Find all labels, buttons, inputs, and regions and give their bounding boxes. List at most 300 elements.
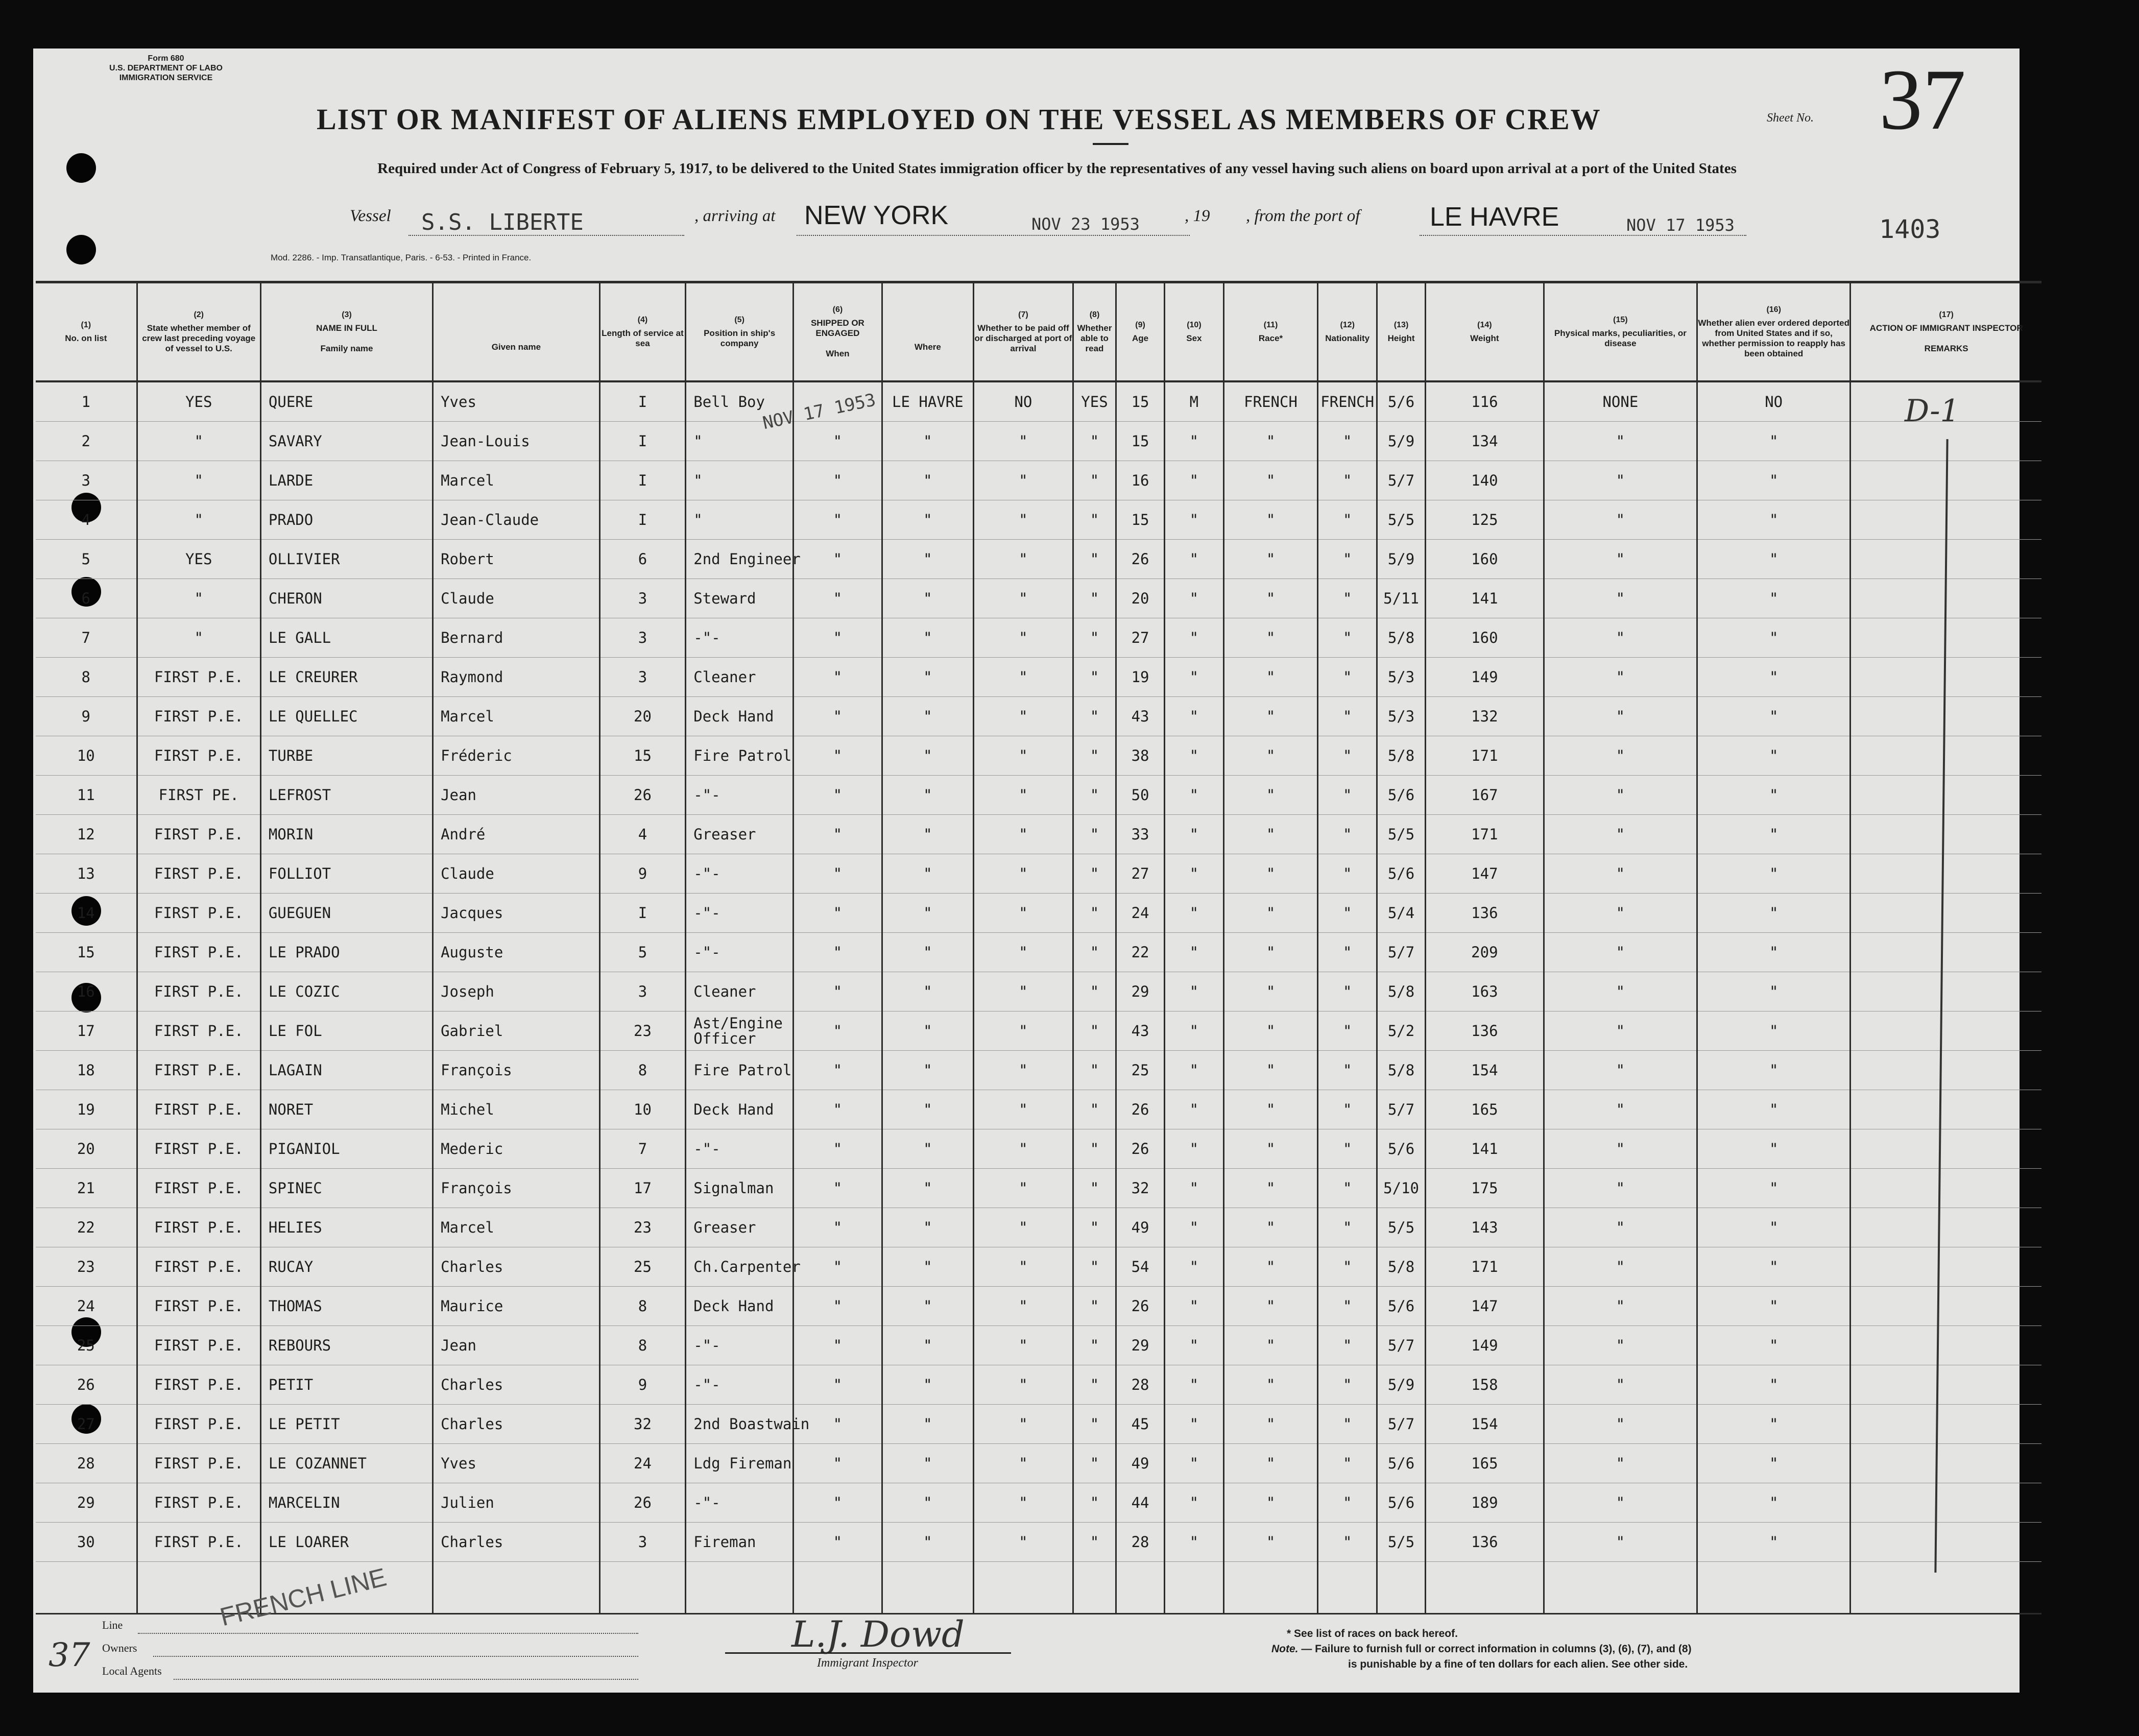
table-row: [36, 1129, 2041, 1169]
cell-race: ": [1223, 1090, 1317, 1129]
cell-service: I: [599, 381, 686, 422]
blank-cell: [36, 1562, 137, 1614]
cell-prev: FIRST P.E.: [137, 1051, 260, 1090]
cell-age: 25: [1116, 1051, 1165, 1090]
cell-nationality: ": [1318, 1051, 1377, 1090]
blank-cell: [882, 1562, 973, 1614]
cell-inspector-action: [1850, 1405, 2041, 1444]
cell-marks: ": [1544, 579, 1697, 618]
cell-inspector-action: [1850, 815, 2041, 854]
cell-paid: ": [973, 1090, 1073, 1129]
cell-race: ": [1223, 1208, 1317, 1247]
cell-family: GUEGUEN: [260, 894, 432, 933]
cell-height: 5/9: [1377, 540, 1426, 579]
cell-marks: ": [1544, 1326, 1697, 1365]
cell-deported: ": [1697, 1483, 1850, 1523]
cell-deported: ": [1697, 422, 1850, 461]
blank-cell: [1116, 1562, 1165, 1614]
cell-age: 38: [1116, 736, 1165, 776]
cell-no: 10: [36, 736, 137, 776]
cell-service: 3: [599, 579, 686, 618]
cell-deported: ": [1697, 1090, 1850, 1129]
cell-family: LE CREURER: [260, 658, 432, 697]
remarks-handwriting: D-1: [1905, 393, 1960, 429]
cell-given: Jean: [433, 776, 600, 815]
cell-position: -"-: [686, 933, 794, 972]
cell-service: I: [599, 461, 686, 500]
cell-race: ": [1223, 815, 1317, 854]
cell-paid: ": [973, 1011, 1073, 1051]
cell-sex: ": [1164, 500, 1223, 540]
cell-race: ": [1223, 736, 1317, 776]
cell-when: ": [793, 894, 882, 933]
cell-weight: 171: [1425, 1247, 1544, 1287]
cell-no: 29: [36, 1483, 137, 1523]
cell-deported: ": [1697, 540, 1850, 579]
cell-given: François: [433, 1169, 600, 1208]
cell-where: ": [882, 854, 973, 894]
col-header-race: (11) Race*: [1223, 282, 1317, 382]
cell-sex: ": [1164, 540, 1223, 579]
cell-read: ": [1073, 579, 1116, 618]
cell-no: 11: [36, 776, 137, 815]
cell-family: QUERE: [260, 381, 432, 422]
cell-weight: 136: [1425, 1011, 1544, 1051]
cell-when: ": [793, 658, 882, 697]
cell-sex: ": [1164, 1326, 1223, 1365]
cell-no: 6: [36, 579, 137, 618]
cell-age: 33: [1116, 815, 1165, 854]
blank-cell: [1073, 1562, 1116, 1614]
cell-deported: ": [1697, 1444, 1850, 1483]
cell-sex: ": [1164, 697, 1223, 736]
cell-nationality: ": [1318, 697, 1377, 736]
cell-age: 15: [1116, 422, 1165, 461]
cell-no: 23: [36, 1247, 137, 1287]
cell-paid: ": [973, 697, 1073, 736]
cell-service: 8: [599, 1287, 686, 1326]
cell-height: 5/6: [1377, 1287, 1426, 1326]
cell-read: ": [1073, 1208, 1116, 1247]
cell-sex: ": [1164, 972, 1223, 1011]
cell-weight: 167: [1425, 776, 1544, 815]
col-header-prev-voyage: (2) State whether member of crew last preceding voyage of vessel to U.S.: [137, 282, 260, 382]
cell-inspector-action: [1850, 1444, 2041, 1483]
cell-age: 26: [1116, 1287, 1165, 1326]
cell-height: 5/3: [1377, 697, 1426, 736]
cell-inspector-action: [1850, 736, 2041, 776]
cell-race: ": [1223, 1287, 1317, 1326]
cell-marks: ": [1544, 1444, 1697, 1483]
cell-sex: ": [1164, 1405, 1223, 1444]
cell-read: ": [1073, 618, 1116, 658]
blank-cell: [686, 1562, 794, 1614]
table-row: [36, 1405, 2041, 1444]
cell-sex: ": [1164, 1523, 1223, 1562]
cell-family: HELIES: [260, 1208, 432, 1247]
cell-when: ": [793, 972, 882, 1011]
note-label: Note.: [1271, 1643, 1299, 1655]
cell-when: ": [793, 1208, 882, 1247]
cell-given: Joseph: [433, 972, 600, 1011]
cell-family: CHERON: [260, 579, 432, 618]
sheet-label: Sheet No.: [1767, 111, 1814, 125]
cell-service: I: [599, 500, 686, 540]
cell-race: ": [1223, 658, 1317, 697]
cell-height: 5/3: [1377, 658, 1426, 697]
cell-deported: ": [1697, 933, 1850, 972]
arriving-label: , arriving at: [694, 207, 776, 225]
table-row: [36, 854, 2041, 894]
cell-position: Bell Boy: [686, 381, 794, 422]
cell-when: ": [793, 1247, 882, 1287]
cell-paid: ": [973, 579, 1073, 618]
cell-deported: ": [1697, 697, 1850, 736]
cell-deported: ": [1697, 854, 1850, 894]
cell-given: André: [433, 815, 600, 854]
cell-service: 8: [599, 1326, 686, 1365]
cell-nationality: ": [1318, 1444, 1377, 1483]
table-row: [36, 1208, 2041, 1247]
table-row: [36, 658, 2041, 697]
cell-weight: 149: [1425, 1326, 1544, 1365]
cell-no: 26: [36, 1365, 137, 1405]
cell-given: Marcel: [433, 1208, 600, 1247]
table-row: [36, 1523, 2041, 1562]
cell-height: 5/5: [1377, 500, 1426, 540]
cell-height: 5/9: [1377, 1365, 1426, 1405]
cell-given: Auguste: [433, 933, 600, 972]
cell-sex: ": [1164, 658, 1223, 697]
title-underline: [1093, 143, 1128, 145]
cell-nationality: ": [1318, 854, 1377, 894]
cell-sex: ": [1164, 1483, 1223, 1523]
cell-paid: ": [973, 500, 1073, 540]
cell-race: FRENCH: [1223, 381, 1317, 422]
cell-nationality: ": [1318, 422, 1377, 461]
cell-where: ": [882, 1523, 973, 1562]
cell-prev: ": [137, 500, 260, 540]
cell-service: 9: [599, 1365, 686, 1405]
cell-nationality: ": [1318, 1208, 1377, 1247]
cell-deported: ": [1697, 815, 1850, 854]
cell-inspector-action: [1850, 1365, 2041, 1405]
cell-race: ": [1223, 461, 1317, 500]
cell-position: 2nd Engineer: [686, 540, 794, 579]
cell-where: ": [882, 697, 973, 736]
cell-given: François: [433, 1051, 600, 1090]
col-header-deported: (16) Whether alien ever ordered deported from United States and if so, whether permission to reapply has been obtained: [1697, 282, 1850, 382]
cell-nationality: ": [1318, 618, 1377, 658]
table-row: [36, 972, 2041, 1011]
cell-where: ": [882, 1247, 973, 1287]
sheet-number: 37: [1879, 52, 1966, 148]
cell-when: ": [793, 461, 882, 500]
cell-marks: ": [1544, 736, 1697, 776]
cell-nationality: ": [1318, 1247, 1377, 1287]
cell-position: Greaser: [686, 815, 794, 854]
cell-service: 20: [599, 697, 686, 736]
cell-weight: 147: [1425, 1287, 1544, 1326]
cell-sex: ": [1164, 1129, 1223, 1169]
cell-service: 23: [599, 1208, 686, 1247]
cell-family: LAGAIN: [260, 1051, 432, 1090]
cell-family: LE COZIC: [260, 972, 432, 1011]
cell-sex: ": [1164, 1090, 1223, 1129]
table-row: [36, 1326, 2041, 1365]
cell-sex: ": [1164, 854, 1223, 894]
cell-family: LE LOARER: [260, 1523, 432, 1562]
cell-family: THOMAS: [260, 1287, 432, 1326]
cell-weight: 136: [1425, 1523, 1544, 1562]
cell-given: Charles: [433, 1405, 600, 1444]
cell-deported: ": [1697, 1011, 1850, 1051]
table-row: [36, 461, 2041, 500]
from-label: , from the port of: [1246, 207, 1360, 225]
cell-when: ": [793, 540, 882, 579]
printer-line: Mod. 2286. - Imp. Transatlantique, Paris. - 6-53. - Printed in France.: [271, 253, 532, 262]
cell-age: 27: [1116, 854, 1165, 894]
cell-read: ": [1073, 1405, 1116, 1444]
cell-read: ": [1073, 1444, 1116, 1483]
cell-paid: ": [973, 1523, 1073, 1562]
cell-nationality: ": [1318, 1129, 1377, 1169]
table-row: [36, 1287, 2041, 1326]
cell-sex: ": [1164, 776, 1223, 815]
cell-service: 5: [599, 933, 686, 972]
cell-service: 8: [599, 1051, 686, 1090]
cell-paid: ": [973, 894, 1073, 933]
cell-family: LE QUELLEC: [260, 697, 432, 736]
cell-given: Claude: [433, 579, 600, 618]
cell-family: LE GALL: [260, 618, 432, 658]
col-header-height: (13) Height: [1377, 282, 1426, 382]
cell-marks: ": [1544, 658, 1697, 697]
cell-height: 5/5: [1377, 815, 1426, 854]
cell-height: 5/7: [1377, 461, 1426, 500]
inspector-signature: L.J. Dowd: [791, 1613, 965, 1655]
punch-hole: [66, 153, 96, 183]
cell-family: SAVARY: [260, 422, 432, 461]
cell-race: ": [1223, 579, 1317, 618]
cell-read: ": [1073, 972, 1116, 1011]
cell-position: Fire Patrol: [686, 736, 794, 776]
cell-where: ": [882, 1011, 973, 1051]
cell-no: 19: [36, 1090, 137, 1129]
cell-family: LE FOL: [260, 1011, 432, 1051]
cell-read: ": [1073, 1365, 1116, 1405]
cell-when: ": [793, 1405, 882, 1444]
cell-paid: ": [973, 461, 1073, 500]
cell-nationality: ": [1318, 579, 1377, 618]
cell-when: ": [793, 776, 882, 815]
line-stamp: FRENCH LINE: [217, 1562, 390, 1632]
cell-position: 2nd Boastwain: [686, 1405, 794, 1444]
cell-position: -"-: [686, 1326, 794, 1365]
cell-height: 5/6: [1377, 854, 1426, 894]
cell-weight: 175: [1425, 1169, 1544, 1208]
cell-weight: 141: [1425, 579, 1544, 618]
cell-no: 7: [36, 618, 137, 658]
cell-service: I: [599, 422, 686, 461]
cell-paid: ": [973, 736, 1073, 776]
cell-read: ": [1073, 500, 1116, 540]
cell-height: 5/8: [1377, 1247, 1426, 1287]
cell-where: ": [882, 1129, 973, 1169]
cell-paid: ": [973, 815, 1073, 854]
cell-nationality: ": [1318, 1365, 1377, 1405]
cell-prev: FIRST P.E.: [137, 1483, 260, 1523]
cell-race: ": [1223, 1523, 1317, 1562]
cell-when: ": [793, 579, 882, 618]
cell-weight: 165: [1425, 1090, 1544, 1129]
col-header-shipped-where: Where: [882, 282, 973, 382]
cell-service: I: [599, 894, 686, 933]
cell-deported: ": [1697, 1326, 1850, 1365]
cell-deported: ": [1697, 1287, 1850, 1326]
table-row: [36, 422, 2041, 461]
cell-inspector-action: [1850, 1169, 2041, 1208]
margin-note: 37: [49, 1636, 90, 1674]
cell-read: YES: [1073, 381, 1116, 422]
cell-where: ": [882, 579, 973, 618]
cell-height: 5/5: [1377, 1523, 1426, 1562]
cell-where: ": [882, 894, 973, 933]
cell-service: 3: [599, 618, 686, 658]
cell-inspector-action: [1850, 1129, 2041, 1169]
blank-cell: [1697, 1562, 1850, 1614]
table-row: [36, 1011, 2041, 1051]
cell-given: Jean-Louis: [433, 422, 600, 461]
cell-where: ": [882, 815, 973, 854]
vessel-name: S.S. LIBERTE: [421, 209, 584, 235]
cell-prev: ": [137, 422, 260, 461]
cell-nationality: ": [1318, 1523, 1377, 1562]
cell-position: Ch.Carpenter: [686, 1247, 794, 1287]
cell-inspector-action: [1850, 1326, 2041, 1365]
cell-nationality: ": [1318, 658, 1377, 697]
cell-nationality: ": [1318, 1011, 1377, 1051]
cell-no: 27: [36, 1405, 137, 1444]
cell-position: Steward: [686, 579, 794, 618]
cell-deported: ": [1697, 1365, 1850, 1405]
cell-where: ": [882, 1090, 973, 1129]
col-header-read: (8) Whether able to read: [1073, 282, 1116, 382]
cell-given: Charles: [433, 1247, 600, 1287]
cell-read: ": [1073, 1287, 1116, 1326]
cell-paid: ": [973, 1365, 1073, 1405]
table-row: [36, 1483, 2041, 1523]
col-header-shipped-when: (6) SHIPPED OR ENGAGED When: [793, 282, 882, 382]
cell-age: 29: [1116, 972, 1165, 1011]
arriving-dotline: [797, 235, 1190, 236]
cell-read: ": [1073, 736, 1116, 776]
cell-given: Raymond: [433, 658, 600, 697]
cell-inspector-action: [1850, 1483, 2041, 1523]
cell-inspector-action: [1850, 1011, 2041, 1051]
cell-given: Robert: [433, 540, 600, 579]
cell-where: ": [882, 540, 973, 579]
cell-read: ": [1073, 540, 1116, 579]
cell-height: 5/8: [1377, 736, 1426, 776]
cell-race: ": [1223, 1405, 1317, 1444]
cell-age: 44: [1116, 1483, 1165, 1523]
cell-sex: ": [1164, 1051, 1223, 1090]
cell-given: Marcel: [433, 697, 600, 736]
cell-inspector-action: [1850, 854, 2041, 894]
cell-paid: ": [973, 1483, 1073, 1523]
cell-age: 29: [1116, 1326, 1165, 1365]
cell-age: 22: [1116, 933, 1165, 972]
col-header-given-name: Given name: [433, 282, 600, 382]
cell-where: ": [882, 736, 973, 776]
cell-inspector-action: [1850, 1247, 2041, 1287]
agents-dotline: [174, 1679, 638, 1680]
cell-position: Ast/Engine Officer: [686, 1011, 794, 1051]
form-number-block: [107, 54, 225, 83]
cell-when: ": [793, 1523, 882, 1562]
col-header-service: (4) Length of service at sea: [599, 282, 686, 382]
cell-weight: 154: [1425, 1405, 1544, 1444]
cell-position: -"-: [686, 1365, 794, 1405]
table-row: [36, 894, 2041, 933]
cell-weight: 134: [1425, 422, 1544, 461]
cell-when: ": [793, 1483, 882, 1523]
cell-when: ": [793, 697, 882, 736]
cell-prev: FIRST P.E.: [137, 933, 260, 972]
cell-height: 5/6: [1377, 381, 1426, 422]
footer-notes: [1271, 1626, 1692, 1672]
cell-marks: ": [1544, 776, 1697, 815]
cell-when: ": [793, 1011, 882, 1051]
cell-inspector-action: [1850, 697, 2041, 736]
blank-cell: [433, 1562, 600, 1614]
cell-marks: ": [1544, 1287, 1697, 1326]
cell-race: ": [1223, 1247, 1317, 1287]
from-port: LE HAVRE: [1430, 202, 1559, 232]
cell-where: ": [882, 1483, 973, 1523]
cell-paid: ": [973, 933, 1073, 972]
cell-read: ": [1073, 1051, 1116, 1090]
cell-family: SPINEC: [260, 1169, 432, 1208]
cell-position: -"-: [686, 618, 794, 658]
cell-where: ": [882, 658, 973, 697]
cell-when: ": [793, 1444, 882, 1483]
cell-paid: ": [973, 854, 1073, 894]
cell-no: 4: [36, 500, 137, 540]
cell-paid: ": [973, 658, 1073, 697]
cell-when: ": [793, 854, 882, 894]
cell-age: 43: [1116, 1011, 1165, 1051]
cell-family: RUCAY: [260, 1247, 432, 1287]
cell-deported: ": [1697, 579, 1850, 618]
cell-no: 24: [36, 1287, 137, 1326]
cell-prev: FIRST P.E.: [137, 1523, 260, 1562]
cell-read: ": [1073, 1326, 1116, 1365]
cell-age: 28: [1116, 1523, 1165, 1562]
col-header-weight: (14) Weight: [1425, 282, 1544, 382]
inspector-label: Immigrant Inspector: [817, 1656, 918, 1670]
table-row: [36, 1169, 2041, 1208]
cell-height: 5/7: [1377, 933, 1426, 972]
cell-prev: FIRST P.E.: [137, 1011, 260, 1051]
cell-marks: ": [1544, 972, 1697, 1011]
note-text: — Failure to furnish full or correct information in columns (3), (6), (7), and (8): [1301, 1643, 1692, 1655]
table-row: [36, 697, 2041, 736]
cell-paid: ": [973, 1287, 1073, 1326]
cell-given: Charles: [433, 1365, 600, 1405]
cell-weight: 163: [1425, 972, 1544, 1011]
